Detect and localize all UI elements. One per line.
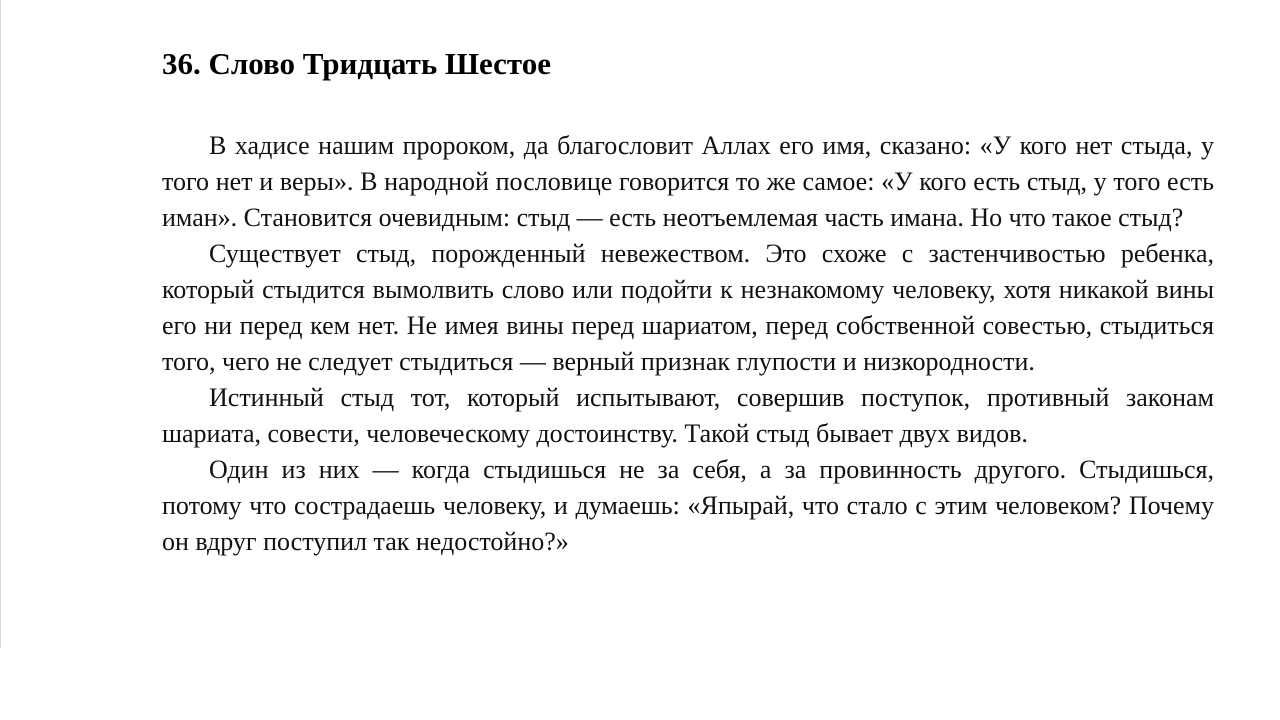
chapter-title: 36. Слово Тридцать Шестое bbox=[162, 46, 552, 81]
paragraph-2: Существует стыд, порожденный невежеством. Это схоже с застенчивостью ребенка, который стыдится вымолвить слово или подойти к незнакомому человеку, хотя никакой вины его ни перед кем нет. Не имея вины перед шариатом, перед собственной совестью, стыдиться того, чего не следует стыдиться — верный признак глупости и низкородности. bbox=[162, 239, 1214, 376]
chapter-body bbox=[162, 128, 1214, 560]
paragraph-4: Один из них — когда стыдишься не за себя, а за провинность другого. Стыдишься, потому что сострадаешь человеку, и думаешь: «Япырай, что стало с этим человеком? Почему он вдруг поступил так недостойно?» bbox=[162, 455, 1214, 556]
paragraph-3: Истинный стыд тот, который испытывают, совершив поступок, противный законам шариата, совести, человеческому достоинству. Такой стыд бывает двух видов. bbox=[162, 383, 1214, 448]
paragraph-1: В хадисе нашим пророком, да благословит Аллах его имя, сказано: «У кого нет стыда, у того нет и веры». В народной пословице говорится то же самое: «У кого есть стыд, у того есть иман». Становится очевидным: стыд — есть неотъемлемая часть имана. Но что такое стыд? bbox=[162, 131, 1214, 232]
